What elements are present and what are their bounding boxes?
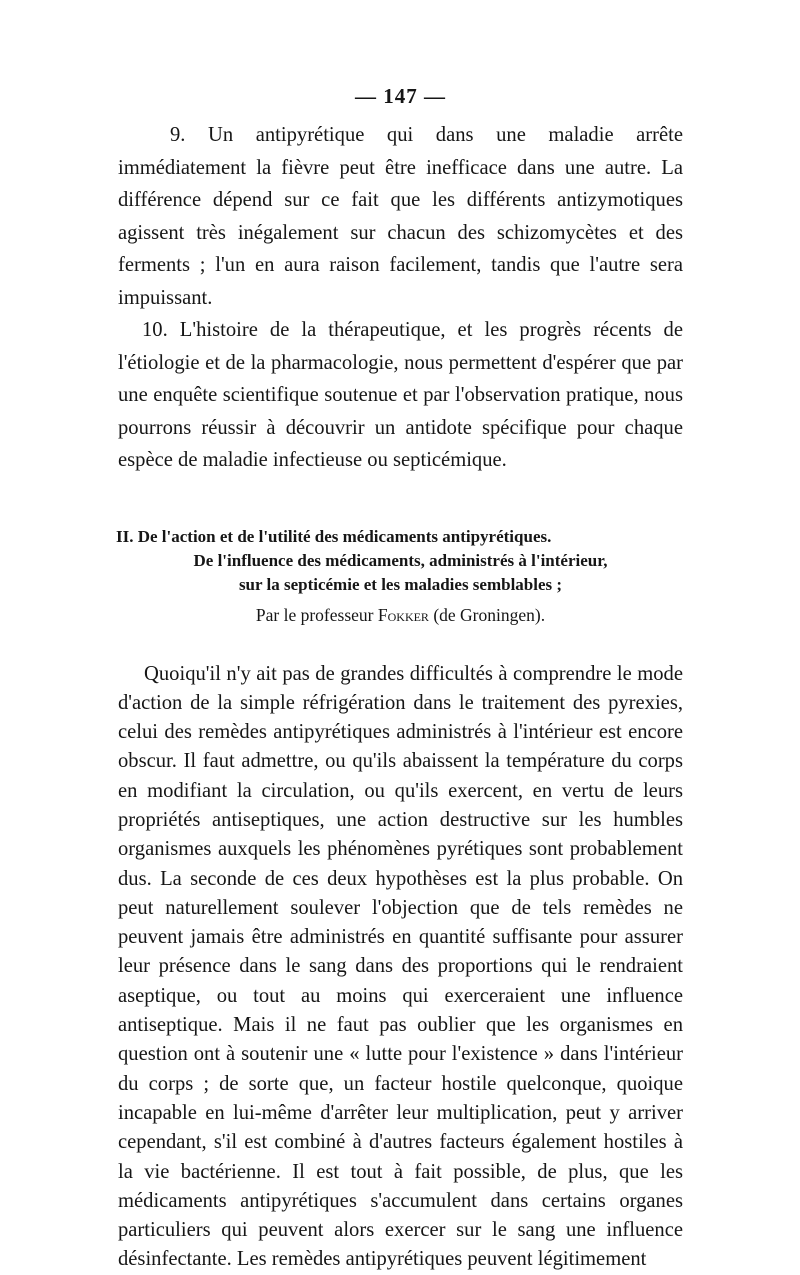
- document-page: [118, 84, 683, 1275]
- page-number: — 147 —: [355, 84, 446, 108]
- author-name: Fokker: [377, 604, 429, 625]
- author-affiliation: (de Groningen).: [433, 604, 546, 625]
- section-heading-line-2: De l'influence des médicaments, administrés à l'intérieur,: [193, 550, 608, 570]
- author-line: [118, 605, 683, 626]
- section-heading-line-1: II. De l'action et de l'utilité des médicaments antipyrétiques.: [116, 526, 552, 546]
- section-heading: [118, 525, 683, 597]
- paragraph-10: 10. L'histoire de la thérapeutique, et les progrès récents de l'étiologie et de la pharmacologie, nous permettent d'espérer que par une enquête scientifique soutenue et par l'observation pratique, nous pourrons réussir à découvrir un antidote spécifique pour chaque espèce de maladie infectieuse ou septicémique.: [118, 319, 683, 471]
- section-heading-line-3: sur la septicémie et les maladies semblables ;: [238, 574, 563, 594]
- paragraph-9: 9. Un antipyrétique qui dans une maladie arrête immédiatement la fièvre peut être inefficace dans une autre. La différence dépend sur ce fait que les différents antizymotiques agissent très inégalement sur chacun des schizomycètes et des ferments ; l'un en aura raison facilement, tandis que l'autre sera impuissant.: [118, 124, 683, 309]
- author-prefix: Par le professeur: [255, 604, 374, 625]
- body-paragraph: Quoiqu'il n'y ait pas de grandes difficultés à comprendre le mode d'action de la simple réfrigération dans le traitement des pyrexies, celui des remèdes antipyrétiques administrés à l'intérieur est encore obscur. Il faut admettre, ou qu'ils abaissent la température du corps en modifiant la circulation, ou qu'ils exercent, en vertu de leurs propriétés antiseptiques, une action destructive sur les humbles organismes auxquels les phénomènes pyrétiques sont probablement dus. La seconde de ces deux hypothèses est la plus probable. On peut naturellement soulever l'objection que de tels remèdes ne peuvent jamais être administrés en quantité suffisante pour assurer leur présence dans le sang dans des proportions qui le rendraient aseptique, ou tout au moins qui exerceraient une influence antiseptique. Mais il ne faut pas oublier que les organismes en question ont à soutenir une « lutte pour l'existence » dans l'intérieur du corps ; de sorte que, un facteur hostile quelconque, quoique incapable en lui-même d'arrêter leur multiplication, peut y arriver cependant, s'il est combiné à d'autres facteurs également hostiles à la vie bactérienne. Il est tout à fait possible, de plus, que les médicaments antipyrétiques s'accumulent dans certains organes particuliers qui peuvent alors exercer sur le sang une influence désinfectante. Les remèdes antipyrétiques peuvent légitimement: [118, 662, 683, 1271]
